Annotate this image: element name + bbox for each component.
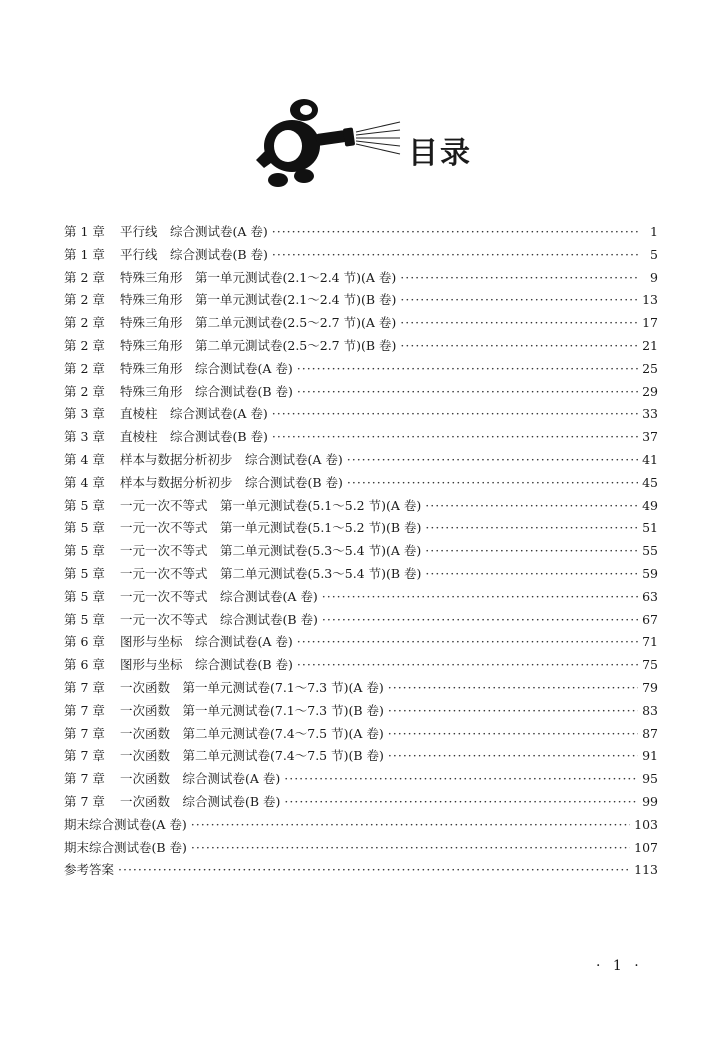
toc-entry[interactable]	[64, 222, 658, 245]
toc-title: 一次函数 第二单元测试卷(7.4～7.5 节)(A 卷)	[120, 725, 384, 741]
toc-chapter: 第 2 章	[64, 315, 105, 331]
toc-leader-dots	[297, 634, 638, 649]
toc-leader-dots	[347, 475, 638, 490]
toc-title: 期末综合测试卷(A 卷)	[64, 816, 187, 832]
toc-chapter: 第 3 章	[64, 429, 105, 445]
toc-chapter: 第 2 章	[64, 383, 105, 399]
toc-chapter: 第 2 章	[64, 269, 105, 285]
toc-chapter: 第 3 章	[64, 406, 105, 422]
toc-page-number: 41	[642, 451, 658, 467]
toc-entry[interactable]	[64, 359, 658, 382]
toc-chapter: 第 5 章	[64, 588, 105, 604]
toc-page-number: 71	[642, 634, 658, 650]
toc-page-number: 107	[634, 839, 658, 855]
toc-leader-dots	[284, 794, 638, 809]
toc-leader-dots	[425, 498, 638, 513]
toc-entry[interactable]	[64, 382, 658, 405]
toc-title: 直棱柱 综合测试卷(B 卷)	[120, 429, 268, 445]
toc-chapter: 第 5 章	[64, 497, 105, 513]
toc-page-number: 37	[642, 429, 658, 445]
toc-entry[interactable]	[64, 313, 658, 336]
toc-page-number: 29	[642, 383, 658, 399]
toc-leader-dots	[272, 429, 638, 444]
page-title: 目录	[408, 136, 472, 171]
toc-chapter: 第 5 章	[64, 543, 105, 559]
toc-title: 图形与坐标 综合测试卷(A 卷)	[120, 634, 293, 650]
toc-entry[interactable]	[64, 541, 658, 564]
toc-entry[interactable]	[64, 404, 658, 427]
toc-leader-dots	[388, 703, 638, 718]
toc-leader-dots	[425, 543, 638, 558]
toc-page-number: 13	[642, 292, 658, 308]
toc-chapter: 第 7 章	[64, 725, 105, 741]
toc-page-number: 5	[650, 246, 658, 262]
toc-leader-dots	[118, 862, 630, 877]
toc-title: 期末综合测试卷(B 卷)	[64, 839, 187, 855]
toc-entry[interactable]	[64, 838, 658, 861]
toc-leader-dots	[388, 680, 638, 695]
toc-leader-dots	[400, 270, 640, 285]
toc-page-number: 17	[642, 315, 658, 331]
toc-page-number: 103	[634, 816, 658, 832]
toc-chapter: 第 7 章	[64, 702, 105, 718]
toc-entry[interactable]	[64, 769, 658, 792]
toc-leader-dots	[284, 771, 638, 786]
toc-chapter: 第 1 章	[64, 246, 105, 262]
toc-entry[interactable]	[64, 587, 658, 610]
toc-leader-dots	[297, 384, 638, 399]
toc-chapter: 第 4 章	[64, 474, 105, 490]
toc-leader-dots	[347, 452, 638, 467]
toc-chapter: 第 7 章	[64, 748, 105, 764]
toc-title: 一次函数 综合测试卷(A 卷)	[120, 771, 281, 787]
toc-title: 一次函数 第二单元测试卷(7.4～7.5 节)(B 卷)	[120, 748, 384, 764]
toc-title: 直棱柱 综合测试卷(A 卷)	[120, 406, 268, 422]
toc-title: 特殊三角形 第二单元测试卷(2.5～2.7 节)(A 卷)	[120, 315, 397, 331]
toc-entry[interactable]	[64, 655, 658, 678]
toc-title: 一元一次不等式 综合测试卷(A 卷)	[120, 588, 318, 604]
toc-chapter: 第 6 章	[64, 657, 105, 673]
toc-chapter: 第 2 章	[64, 337, 105, 353]
toc-page-number: 51	[642, 520, 658, 536]
toc-title: 特殊三角形 第二单元測试卷(2.5～2.7 节)(B 卷)	[120, 337, 397, 353]
toc-title: 一次函数 综合测试卷(B 卷)	[120, 793, 281, 809]
toc-title: 图形与坐标 综合测试卷(B 卷)	[120, 657, 293, 673]
toc-page-number: 45	[642, 474, 658, 490]
toc-entry[interactable]	[64, 815, 658, 838]
toc-page-number: 63	[642, 588, 658, 604]
toc-entry[interactable]	[64, 473, 658, 496]
toc-title: 一次函数 第一单元测试卷(7.1～7.3 节)(A 卷)	[120, 679, 384, 695]
toc-chapter: 第 2 章	[64, 292, 105, 308]
toc-header	[248, 88, 488, 198]
toc-page-number: 95	[642, 771, 658, 787]
toc-title: 平行线 综合测试卷(A 卷)	[120, 224, 268, 239]
toc-page-number: 1	[650, 224, 658, 239]
toc-page-number: 113	[634, 862, 658, 878]
toc-page-number: 9	[650, 269, 658, 285]
toc-entry[interactable]	[64, 860, 658, 883]
toc-entry[interactable]	[64, 792, 658, 815]
toc-leader-dots	[191, 817, 630, 832]
toc-page-number: 33	[642, 406, 658, 422]
toc-leader-dots	[400, 315, 638, 330]
toc-leader-dots	[272, 224, 640, 239]
toc-entry[interactable]	[64, 564, 658, 587]
toc-title: 一元一次不等式 第一单元测试卷(5.1～5.2 节)(A 卷)	[120, 497, 422, 513]
toc-title: 参考答案	[64, 862, 115, 878]
toc-leader-dots	[322, 612, 638, 627]
toc-leader-dots	[272, 247, 640, 262]
toc-chapter: 第 1 章	[64, 224, 105, 239]
toc-entry[interactable]	[64, 678, 658, 701]
toc-title: 一元一次不等式 第二单元测试卷(5.3～5.4 节)(A 卷)	[120, 543, 422, 559]
toc-title: 特殊三角形 第一单元测试卷(2.1～2.4 节)(A 卷)	[120, 269, 397, 285]
toc-entry[interactable]	[64, 427, 658, 450]
toc-chapter: 第 5 章	[64, 520, 105, 536]
toc-chapter: 第 2 章	[64, 360, 105, 376]
toc-page-number: 83	[642, 702, 658, 718]
toc-chapter: 第 5 章	[64, 565, 105, 581]
toc-title: 特殊三角形 综合测试卷(B 卷)	[120, 383, 293, 399]
toc-title: 样本与数据分析初步 综合测试卷(A 卷)	[120, 451, 343, 467]
toc-leader-dots	[388, 726, 638, 741]
toc-title: 一元一次不等式 第一单元测试卷(5.1～5.2 节)(B 卷)	[120, 520, 422, 536]
toc-chapter: 第 7 章	[64, 793, 105, 809]
toc-page-number: 79	[642, 679, 658, 695]
toc-entry[interactable]	[64, 701, 658, 724]
toc-chapter: 第 7 章	[64, 771, 105, 787]
toc-leader-dots	[400, 338, 638, 353]
toc-entry[interactable]	[64, 290, 658, 313]
toc-page-number: 91	[642, 748, 658, 764]
toc-title: 平行线 综合测试卷(B 卷)	[120, 246, 268, 262]
toc-leader-dots	[322, 589, 638, 604]
toc-title: 特殊三角形 综合测试卷(A 卷)	[120, 360, 293, 376]
toc-leader-dots	[400, 292, 638, 307]
toc-title: 一元一次不等式 综合测试卷(B 卷)	[120, 611, 318, 627]
toc-entry[interactable]	[64, 268, 658, 291]
table-of-contents	[64, 222, 658, 883]
toc-entry[interactable]	[64, 518, 658, 541]
toc-title: 一次函数 第一单元测试卷(7.1～7.3 节)(B 卷)	[120, 702, 384, 718]
flashlight-robot-icon	[248, 88, 408, 198]
toc-title: 一元一次不等式 第二单元测试卷(5.3～5.4 节)(B 卷)	[120, 565, 422, 581]
toc-page-number: 49	[642, 497, 658, 513]
toc-title: 特殊三角形 第一单元测试卷(2.1～2.4 节)(B 卷)	[120, 292, 397, 308]
toc-page-number: 67	[642, 611, 658, 627]
toc-entry[interactable]	[64, 336, 658, 359]
toc-leader-dots	[297, 657, 638, 672]
toc-chapter: 第 6 章	[64, 634, 105, 650]
toc-entry[interactable]	[64, 610, 658, 633]
toc-entry[interactable]	[64, 724, 658, 747]
toc-leader-dots	[388, 748, 638, 763]
toc-entry[interactable]	[64, 245, 658, 268]
toc-leader-dots	[425, 566, 638, 581]
toc-leader-dots	[272, 406, 638, 421]
toc-page-number: 87	[642, 725, 658, 741]
toc-entry[interactable]	[64, 450, 658, 473]
toc-page-number: 75	[642, 657, 658, 673]
toc-page-number: 59	[642, 565, 658, 581]
toc-leader-dots	[191, 840, 630, 855]
toc-page-number: 55	[642, 543, 658, 559]
toc-entry[interactable]	[64, 746, 658, 769]
page-number: · 1 ·	[596, 958, 643, 974]
toc-chapter: 第 4 章	[64, 451, 105, 467]
toc-title: 样本与数据分析初步 综合测试卷(B 卷)	[120, 474, 343, 490]
toc-page-number: 25	[642, 360, 658, 376]
toc-chapter: 第 7 章	[64, 679, 105, 695]
toc-leader-dots	[297, 361, 638, 376]
toc-chapter: 第 5 章	[64, 611, 105, 627]
toc-page-number: 21	[642, 337, 658, 353]
toc-leader-dots	[425, 520, 638, 535]
toc-entry[interactable]	[64, 632, 658, 655]
toc-entry[interactable]	[64, 496, 658, 519]
toc-page-number: 99	[642, 793, 658, 809]
